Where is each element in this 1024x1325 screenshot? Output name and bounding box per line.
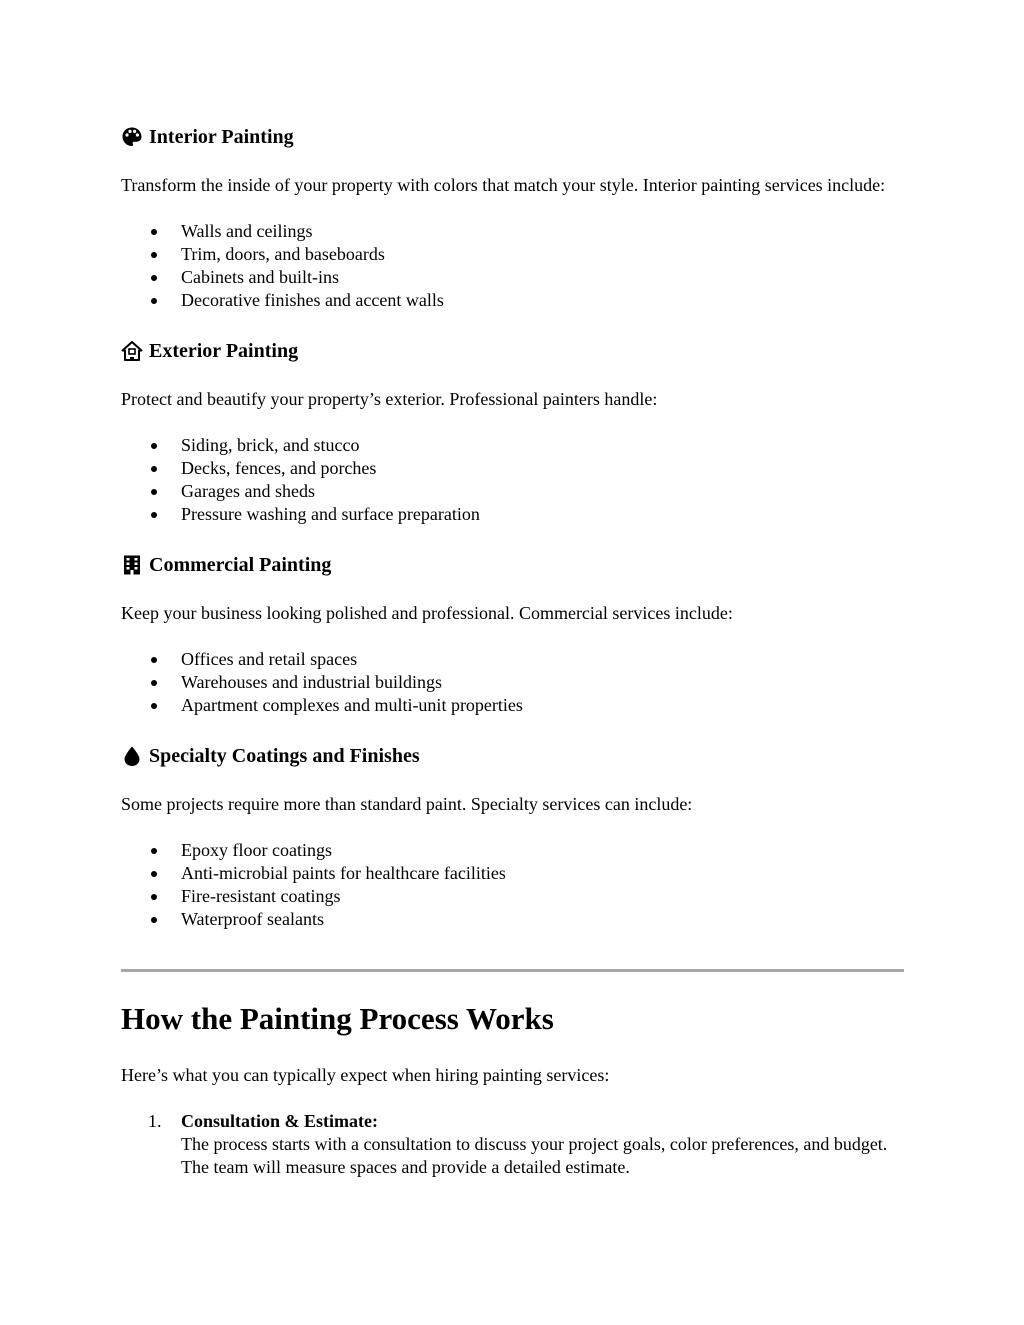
list-item: Warehouses and industrial buildings (181, 671, 904, 694)
section-title-text: Exterior Painting (149, 340, 299, 362)
document-page (121, 122, 904, 1179)
process-intro: Here’s what you can typically expect when hiring painting services: (121, 1065, 610, 1085)
list-item: Decks, fences, and porches (181, 457, 904, 480)
section-title-exterior (121, 336, 904, 366)
section-title-commercial (121, 550, 904, 580)
list-item: Fire-resistant coatings (181, 885, 904, 908)
service-list (121, 434, 904, 526)
list-item: Decorative finishes and accent walls (181, 289, 904, 312)
section-intro: Keep your business looking polished and professional. Commercial services include: (121, 603, 733, 623)
section-title-interior (121, 122, 904, 152)
section-intro: Transform the inside of your property with colors that match your style. Interior painting services include: (121, 175, 886, 195)
service-list (121, 648, 904, 717)
palette-icon (121, 126, 143, 148)
service-list (121, 839, 904, 931)
list-item: Anti-microbial paints for healthcare facilities (181, 862, 904, 885)
droplet-icon (121, 745, 143, 767)
house-icon (121, 340, 143, 362)
list-item: Garages and sheds (181, 480, 904, 503)
list-item (148, 1110, 904, 1179)
section-intro: Protect and beautify your property’s exterior. Professional painters handle: (121, 389, 658, 409)
page-heading: How the Painting Process Works (121, 1001, 554, 1036)
list-item: Pressure washing and surface preparation (181, 503, 904, 526)
office-building-icon (121, 554, 143, 576)
service-list (121, 220, 904, 312)
step-title: Consultation & Estimate: (181, 1111, 378, 1131)
section-title-text: Interior Painting (149, 126, 294, 148)
list-item: Epoxy floor coatings (181, 839, 904, 862)
step-number: 1. (148, 1111, 162, 1131)
list-item: Trim, doors, and baseboards (181, 243, 904, 266)
process-steps (121, 1110, 904, 1179)
list-item: Offices and retail spaces (181, 648, 904, 671)
section-title-specialty (121, 741, 904, 771)
list-item: Siding, brick, and stucco (181, 434, 904, 457)
section-divider (121, 969, 904, 972)
list-item: Walls and ceilings (181, 220, 904, 243)
section-title-text: Commercial Painting (149, 554, 332, 576)
section-title-text: Specialty Coatings and Finishes (149, 745, 420, 767)
section-intro: Some projects require more than standard paint. Specialty services can include: (121, 794, 693, 814)
list-item: Cabinets and built-ins (181, 266, 904, 289)
step-description: The process starts with a consultation to discuss your project goals, color preferences, and budget. The team will measure spaces and provide a detailed estimate. (181, 1134, 888, 1177)
list-item: Waterproof sealants (181, 908, 904, 931)
list-item: Apartment complexes and multi-unit properties (181, 694, 904, 717)
